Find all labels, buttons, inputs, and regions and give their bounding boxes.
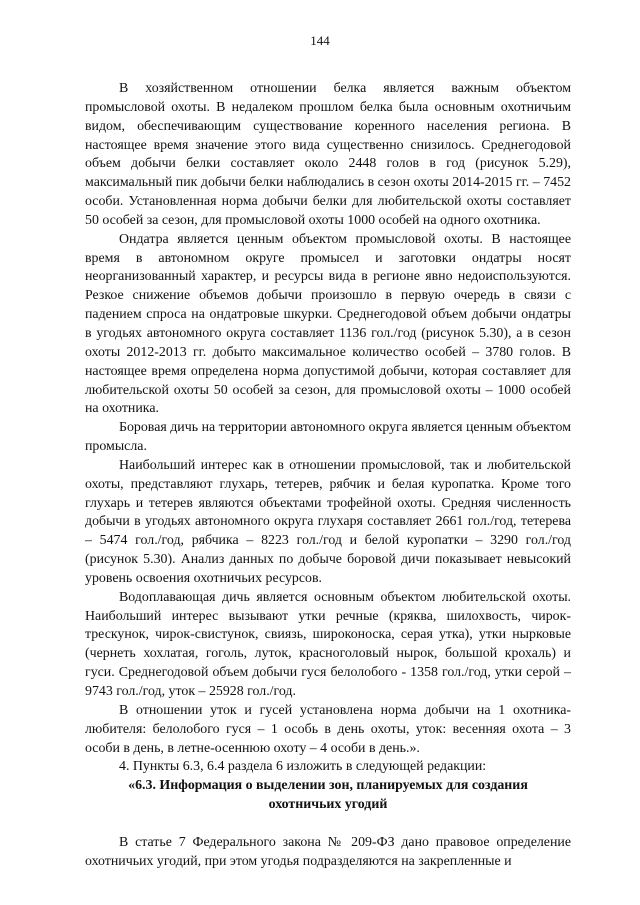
paragraph-squirrel: В хозяйственном отношении белка является важным объектом промысловой охоты. В недалеком прошлом белка была основным охотничьим видом, обеспечивающим существование коренного населения региона. В настоящее время значение этого вида существенно снизилось. Среднегодовой объем добычи белки составляет около 2448 голов в год (рисунок 5.29), максимальный пик добычи белки наблюдались в сезон охоты 2014-2015 гг. – 7452 особи. Установленная норма добычи белки для любительской охоты составляет 50 особей за сезон, для промысловой охоты 1000 особей на одного охотника. <box>85 81 571 228</box>
paragraph-waterfowl: Водоплавающая дичь является основным объектом любительской охоты. Наибольший интерес вызывают утки речные (кряква, шилохвость, чирок-трескунок, чирок-свистунок, свиязь, широконоска, серая утка), утки нырковые (чернеть хохлатая, гоголь, луток, красноголовый нырок, большой крохаль) и гуси. Среднегодовой объем добычи гуся белолобого - 1358 гол./год, утки серой – 9743 гол./год, уток – 25928 гол./год. <box>85 589 571 699</box>
paragraph-grouse: Наибольший интерес как в отношении промысловой, так и любительской охоты, представляют глухарь, тетерев, рябчик и белая куропатка. Кроме того глухарь и тетерев являются объектами трофейной охоты. Средняя численность добычи в угодьях автономного округа глухаря составляет 2661 гол./год, тетерева – 5474 гол./год, рябчика – 8223 гол./год и белой куропатки – 3290 гол./год (рисунок 5.30). Анализ данных по добыче боровой дичи показывает невысокий уровень освоения охотничьих ресурсов. <box>85 457 571 586</box>
document-body <box>85 80 571 872</box>
page-number: 144 <box>310 33 330 48</box>
section-heading: «6.3. Информация о выделении зон, планируемых для создания охотничьих угодий <box>128 778 528 813</box>
paragraph-legal-definition: В статье 7 Федерального закона № 209-ФЗ дано правовое определение охотничьих угодий, при этом угодья подразделяются на закрепленные и <box>85 834 571 869</box>
spacer <box>85 815 571 834</box>
paragraph-muskrat: Ондатра является ценным объектом промысловой охоты. В настоящее время в автономном округе промысел и заготовки ондатры носят неорганизованный характер, и ресурсы вида в регионе явно недоиспользуются. Резкое снижение объемов добычи произошло в первую очередь в связи с падением спроса на ондатровые шкурки. Среднегодовой объем добычи ондатры в угодьях автономного округа составляет 1136 гол./год (рисунок 5.30), а в сезон охоты 2012-2013 гг. добыто максимальное количество особей – 3780 голов. В настоящее время определена норма допустимой добычи, которая составляет для любительской охоты 50 особей за сезон, для промысловой охоты – 1000 особей на охотника. <box>85 231 571 417</box>
paragraph-bag-limits: В отношении уток и гусей установлена норма добычи на 1 охотника-любителя: белолобого гуся – 1 особь в день охоты, уток: весенняя охота – 3 особи в день, в летне-осеннюю охоту – 4 особи в день.». <box>85 702 571 756</box>
paragraph-amendment: 4. Пункты 6.3, 6.4 раздела 6 изложить в следующей редакции: <box>119 759 487 775</box>
paragraph-upland-game: Боровая дичь на территории автономного округа является ценным объектом промысла. <box>85 420 571 455</box>
